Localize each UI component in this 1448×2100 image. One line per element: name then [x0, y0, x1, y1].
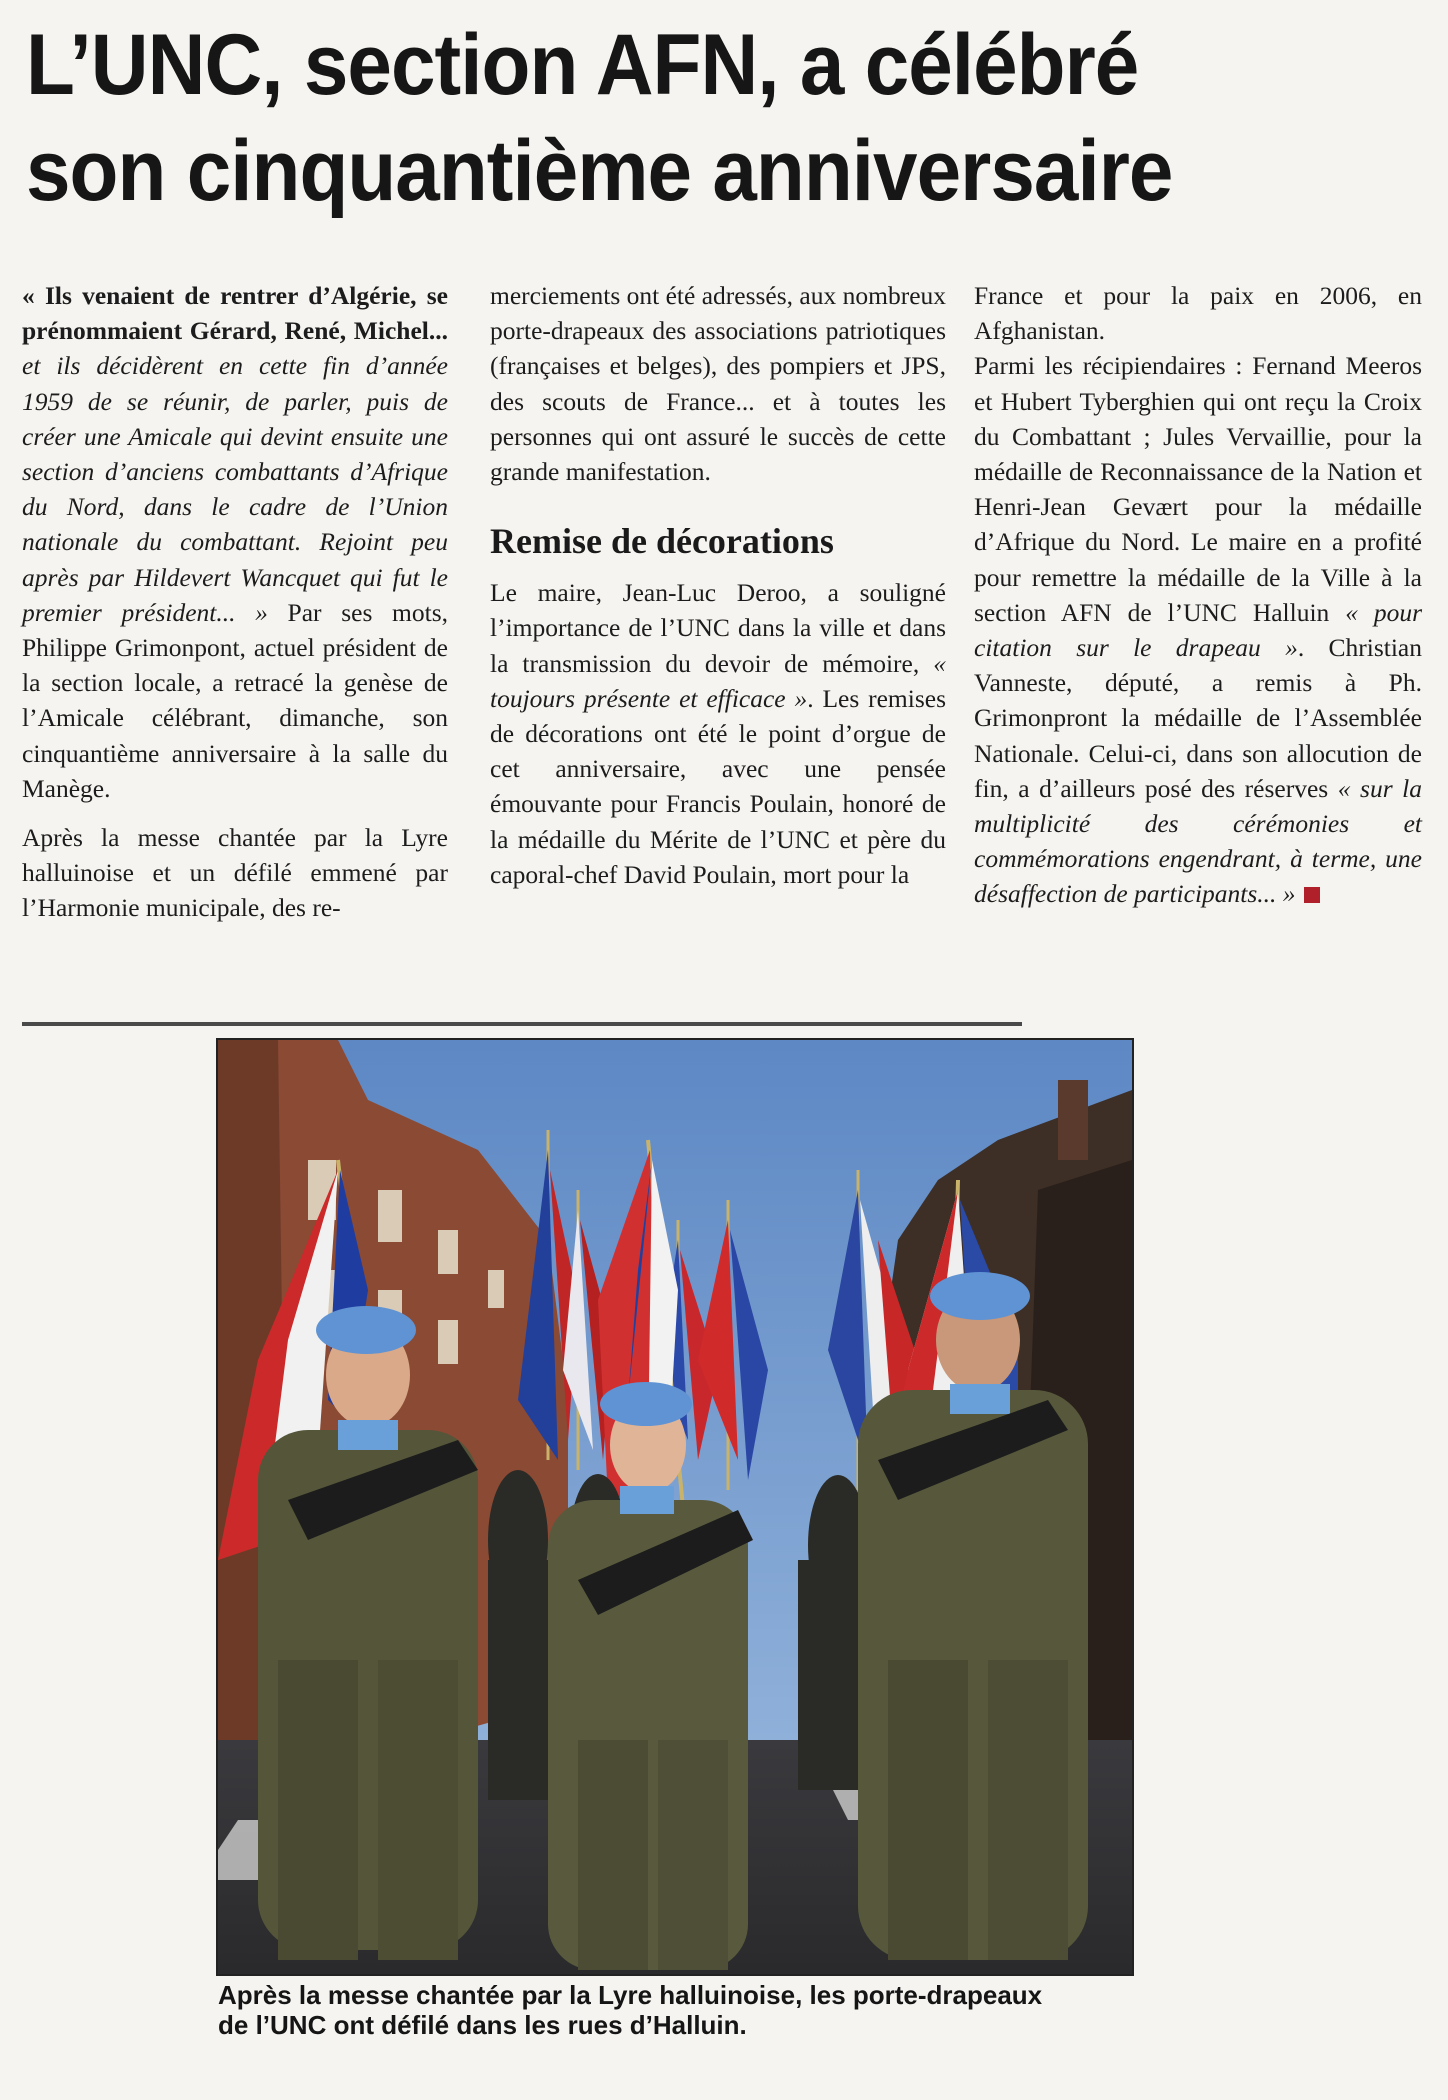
- para3-quote-2: « sur la multiplicité des cérémonies et commémorations engendrant, à terme, une désaffection de participants... »: [974, 773, 1422, 909]
- subheading: Remise de décorations: [490, 521, 834, 562]
- section-divider: [22, 1022, 1022, 1026]
- para3-quote-1: « pour citation sur le drapeau »: [974, 597, 1422, 663]
- article-body: [22, 278, 1422, 1018]
- intro-quote-bold: « Ils venaient de rentrer d’Algérie, se prénommaient Gérard, René, Michel...: [22, 281, 448, 346]
- article-column-2: [490, 278, 946, 892]
- article-headline: [26, 12, 1328, 224]
- parade-photo: [216, 1038, 1134, 1976]
- column2-paragraph-1: merciements ont été adressés, aux nombreux porte-drapeaux des associations patriotiques (françaises et belges), des pompiers et JPS, des scouts de France... et à toutes les personnes qui ont assuré le succès de cette grande manifestation.: [490, 281, 947, 487]
- headline-line-1: L’UNC, section AFN, a célébré: [26, 17, 1139, 113]
- para3-start: Parmi les récipiendaires : Fernand Meeros et Hubert Tyberghien qui ont reçu la Croix du Combattant ; Jules Vervaillie, pour la médaille de Reconnaissance de la Nation et Henri-Jean Gevært pour la médaille d’Afrique du Nord. Le maire en a profité pour remettre la médaille de la Ville à la section AFN de l’UNC Halluin: [974, 351, 1422, 627]
- intro-quote-italic: et ils décidèrent en cette fin d’année 1959 de se réunir, de parler, puis de créer une Amicale qui devint ensuite une section d’anciens combattants d’Afrique du Nord, dans le cadre de l’Union nationale du combattant. Rejoint peu après par Hildevert Wancquet qui fut le premier président... »: [22, 351, 448, 627]
- headline-line-2: son cinquantième anniversaire: [26, 123, 1173, 219]
- photo-caption: [218, 1980, 1138, 2040]
- chimney: [1058, 1080, 1088, 1160]
- column1-paragraph-2: Après la messe chantée par la Lyre halluinoise et un défilé emmené par l’Harmonie municipale, des re-: [22, 823, 448, 923]
- para2-end: . Les remises de décorations ont été le point d’orgue de cet anniversaire, avec une pensée émouvante pour Francis Poulain, honoré de la médaille du Mérite de l’UNC et père du caporal-chef David Poulain, mort pour la: [490, 683, 946, 889]
- caption-line-2: de l’UNC ont défilé dans les rues d’Halluin.: [218, 2010, 747, 2040]
- column3-paragraph-2: [974, 348, 1422, 911]
- column3-paragraph-1: France et pour la paix en 2006, en Afghanistan.: [974, 281, 1422, 346]
- caption-line-1: Après la messe chantée par la Lyre halluinoise, les porte-drapeaux: [218, 1980, 1043, 2010]
- intro-rest: Par ses mots, Philippe Grimonpont, actuel président de la section locale, a retracé la genèse de l’Amicale célébrant, dimanche, son cinquantième anniversaire à la salle du Manège.: [22, 597, 448, 803]
- para3-mid: . Christian Vanneste, député, a remis à Ph. Grimonpront la médaille de l’Assemblée Nationale. Celui-ci, dans son allocution de fin, a d’ailleurs posé des réserves: [974, 633, 1422, 803]
- para2-start: Le maire, Jean-Luc Deroo, a souligné l’importance de l’UNC dans la ville et dans la transmission du devoir de mémoire,: [490, 578, 946, 678]
- column2-paragraph-2: [490, 575, 946, 892]
- article-column-1: [22, 278, 448, 926]
- article-column-3: [974, 278, 1422, 912]
- para2-quote: « toujours présente et efficace »: [490, 648, 946, 713]
- intro-paragraph: [22, 278, 448, 806]
- parade-photo-illustration: [218, 1040, 1132, 1974]
- end-of-article-mark: [1304, 887, 1320, 903]
